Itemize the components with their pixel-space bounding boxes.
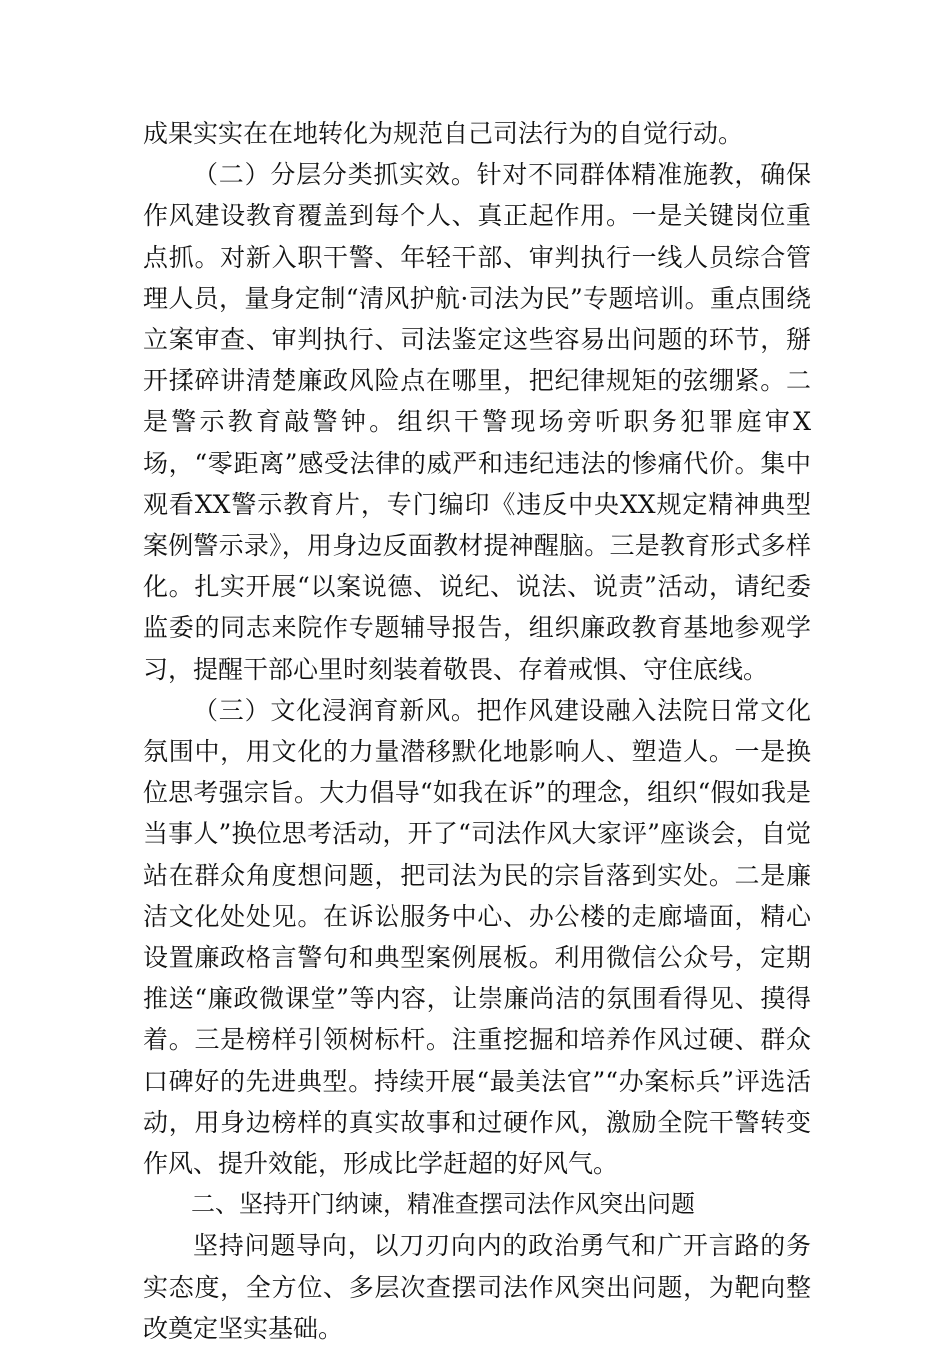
paragraph-section-two: （二）分层分类抓实效。针对不同群体精准施教，确保作风建设教育覆盖到每个人、真正起作用。一是关键岗位重点抓。对新入职干警、年轻干部、审判执行一线人员综合管理人员，量身定制“清风护航·司法为民”专题培训。重点围绕立案审查、审判执行、司法鉴定这些容易出问题的环节，掰开揉碎讲清楚廉政风险点在哪里，把纪律规矩的弦绷紧。二是警示教育敲警钟。组织干警现场旁听职务犯罪庭审X场，“零距离”感受法律的威严和违纪违法的惨痛代价。集中观看XX警示教育片，专门编印《违反中央XX规定精神典型案例警示录》，用身边反面教材提神醒脑。三是教育形式多样化。扎实开展“以案说德、说纪、说法、说责”活动，请纪委监委的同志来院作专题辅导报告，组织廉政教育基地参观学习，提醒干部心里时刻装着敬畏、存着戒惧、守住底线。	[143, 160, 811, 684]
paragraph-continuation: 成果实实在在地转化为规范自己司法行为的自觉行动。	[143, 119, 744, 148]
document-body	[143, 113, 811, 1349]
paragraph-section-three: （三）文化浸润育新风。把作风建设融入法院日常文化氛围中，用文化的力量潜移默化地影响人、塑造人。一是换位思考强宗旨。大力倡导“如我在诉”的理念，组织“假如我是当事人”换位思考活动，开了“司法作风大家评”座谈会，自觉站在群众角度想问题，把司法为民的宗旨落到实处。二是廉洁文化处处见。在诉讼服务中心、办公楼的走廊墙面，精心设置廉政格言警句和典型案例展板。利用微信公众号，定期推送“廉政微课堂”等内容，让崇廉尚洁的氛围看得见、摸得着。三是榜样引领树标杆。注重挖掘和培养作风过硬、群众口碑好的先进典型。持续开展“最美法官”“办案标兵”评选活动，用身边榜样的真实故事和过硬作风，激励全院干警转变作风、提升效能，形成比学赶超的好风气。	[143, 695, 811, 1179]
section-heading: 二、坚持开门纳谏，精准查摆司法作风突出问题	[191, 1190, 695, 1219]
paragraph-closing: 坚持问题导向，以刀刃向内的政治勇气和广开言路的务实态度，全方位、多层次查摆司法作风突出问题，为靶向整改奠定坚实基础。	[143, 1231, 811, 1343]
